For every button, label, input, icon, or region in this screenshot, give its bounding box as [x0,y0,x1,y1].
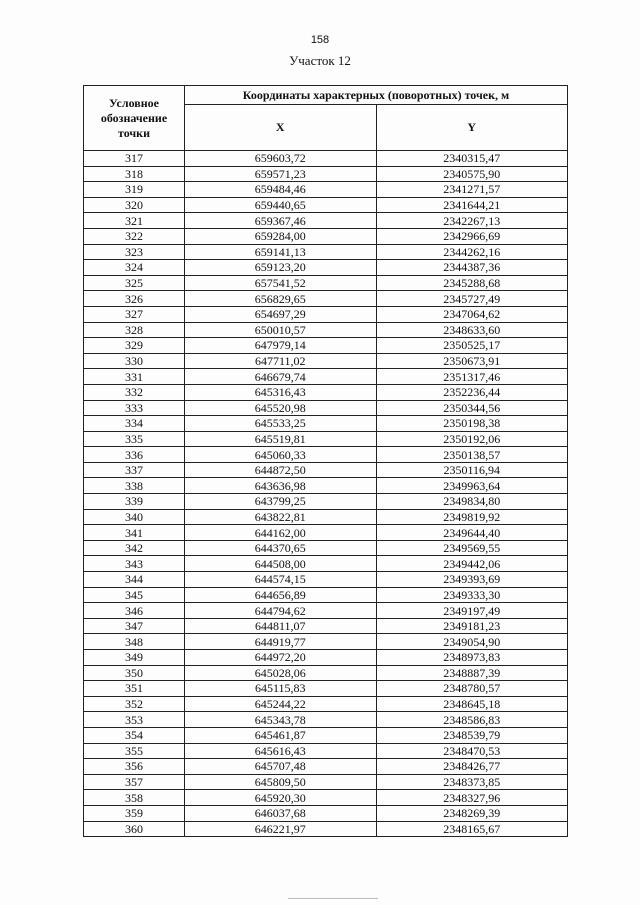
cell-y: 2342267,13 [376,213,568,229]
cell-y: 2350344,56 [376,400,568,416]
cell-y: 2348165,67 [376,821,568,837]
column-header-y: Y [376,104,568,150]
table-row [84,478,568,494]
cell-point-id: 325 [84,275,185,291]
cell-y: 2350198,38 [376,416,568,432]
table-row [84,322,568,338]
cell-y: 2348426,77 [376,759,568,775]
cell-y: 2344262,16 [376,244,568,260]
table-row [84,618,568,634]
cell-point-id: 354 [84,727,185,743]
table-row [84,696,568,712]
cell-x: 656829,65 [185,291,377,307]
cell-x: 645060,33 [185,447,377,463]
cell-x: 650010,57 [185,322,377,338]
cell-point-id: 332 [84,384,185,400]
cell-x: 645809,50 [185,774,377,790]
table-row [84,727,568,743]
cell-x: 657541,52 [185,275,377,291]
cell-y: 2348373,85 [376,774,568,790]
table-row [84,338,568,354]
cell-x: 659571,23 [185,166,377,182]
cell-x: 659284,00 [185,228,377,244]
cell-point-id: 334 [84,416,185,432]
cell-point-id: 359 [84,805,185,821]
table-row [84,151,568,167]
cell-point-id: 338 [84,478,185,494]
cell-y: 2348269,39 [376,805,568,821]
cell-y: 2350116,94 [376,462,568,478]
cell-x: 645316,43 [185,384,377,400]
cell-x: 646679,74 [185,369,377,385]
cell-y: 2349569,55 [376,540,568,556]
table-row [84,556,568,572]
cell-y: 2348586,83 [376,712,568,728]
cell-point-id: 346 [84,603,185,619]
cell-point-id: 352 [84,696,185,712]
cell-x: 645028,06 [185,665,377,681]
cell-x: 659141,13 [185,244,377,260]
cell-y: 2341271,57 [376,182,568,198]
table-row [84,774,568,790]
cell-x: 645616,43 [185,743,377,759]
cell-x: 644972,20 [185,650,377,666]
cell-point-id: 360 [84,821,185,837]
cell-x: 645461,87 [185,727,377,743]
cell-x: 644794,62 [185,603,377,619]
cell-y: 2348633,60 [376,322,568,338]
column-header-x: X [185,104,377,150]
cell-point-id: 340 [84,509,185,525]
table-row [84,166,568,182]
cell-y: 2348539,79 [376,727,568,743]
table-row [84,712,568,728]
cell-y: 2348327,96 [376,790,568,806]
table-row [84,650,568,666]
table-row [84,790,568,806]
table-row [84,260,568,276]
cell-point-id: 358 [84,790,185,806]
cell-y: 2340315,47 [376,151,568,167]
table-row [84,400,568,416]
cell-y: 2350673,91 [376,353,568,369]
cell-y: 2349054,90 [376,634,568,650]
cell-x: 644811,07 [185,618,377,634]
table-row [84,182,568,198]
cell-point-id: 323 [84,244,185,260]
cell-y: 2349393,69 [376,572,568,588]
cell-point-id: 356 [84,759,185,775]
cell-y: 2345727,49 [376,291,568,307]
cell-x: 645520,98 [185,400,377,416]
table-row [84,431,568,447]
cell-x: 645533,25 [185,416,377,432]
cell-x: 645707,48 [185,759,377,775]
cell-y: 2349442,06 [376,556,568,572]
table-row [84,213,568,229]
table-row [84,244,568,260]
cell-x: 654697,29 [185,306,377,322]
cell-point-id: 357 [84,774,185,790]
cell-y: 2340575,90 [376,166,568,182]
table-row [84,603,568,619]
cell-point-id: 320 [84,197,185,213]
cell-point-id: 336 [84,447,185,463]
cell-y: 2350138,57 [376,447,568,463]
cell-y: 2349819,92 [376,509,568,525]
cell-point-id: 331 [84,369,185,385]
cell-y: 2348973,83 [376,650,568,666]
cell-y: 2352236,44 [376,384,568,400]
table-row [84,509,568,525]
table-row [84,306,568,322]
table-row [84,572,568,588]
cell-y: 2348780,57 [376,681,568,697]
page-number: 158 [310,34,330,46]
cell-point-id: 327 [84,306,185,322]
cell-point-id: 319 [84,182,185,198]
table-row [84,494,568,510]
table-row [84,743,568,759]
table-row [84,228,568,244]
cell-x: 643636,98 [185,478,377,494]
cell-y: 2345288,68 [376,275,568,291]
cell-x: 644919,77 [185,634,377,650]
cell-point-id: 324 [84,260,185,276]
cell-y: 2347064,62 [376,306,568,322]
table-row [84,197,568,213]
cell-y: 2350192,06 [376,431,568,447]
cell-y: 2342966,69 [376,228,568,244]
cell-x: 643822,81 [185,509,377,525]
cell-x: 659603,72 [185,151,377,167]
cell-point-id: 317 [84,151,185,167]
cell-x: 647711,02 [185,353,377,369]
cell-x: 659440,65 [185,197,377,213]
cell-x: 645343,78 [185,712,377,728]
cell-x: 644370,65 [185,540,377,556]
cell-y: 2351317,46 [376,369,568,385]
cell-x: 659123,20 [185,260,377,276]
table-row [84,759,568,775]
cell-x: 643799,25 [185,494,377,510]
cell-point-id: 347 [84,618,185,634]
cell-point-id: 341 [84,525,185,541]
column-group-header-coordinates: Координаты характерных (поворотных) точек, м [185,86,568,105]
table-row [84,587,568,603]
cell-y: 2348470,53 [376,743,568,759]
cell-point-id: 349 [84,650,185,666]
cell-y: 2349963,64 [376,478,568,494]
cell-point-id: 318 [84,166,185,182]
table-row [84,462,568,478]
column-header-point-id: Условное обозначение точки [84,86,185,151]
table-row [84,665,568,681]
cell-x: 645115,83 [185,681,377,697]
cell-point-id: 355 [84,743,185,759]
cell-x: 644162,00 [185,525,377,541]
cell-y: 2350525,17 [376,338,568,354]
cell-y: 2349181,23 [376,618,568,634]
table-row [84,525,568,541]
scan-edge-line [288,898,378,899]
cell-x: 646221,97 [185,821,377,837]
cell-x: 659367,46 [185,213,377,229]
cell-point-id: 344 [84,572,185,588]
table-body [84,151,568,837]
cell-y: 2341644,21 [376,197,568,213]
cell-x: 644508,00 [185,556,377,572]
section-title: Участок 12 [289,53,351,68]
cell-y: 2348887,39 [376,665,568,681]
cell-x: 644656,89 [185,587,377,603]
table-row [84,681,568,697]
cell-point-id: 321 [84,213,185,229]
cell-point-id: 330 [84,353,185,369]
cell-y: 2349644,40 [376,525,568,541]
table-row [84,447,568,463]
coordinates-table [83,85,568,837]
cell-x: 646037,68 [185,805,377,821]
table-row [84,353,568,369]
cell-point-id: 339 [84,494,185,510]
cell-point-id: 337 [84,462,185,478]
cell-x: 645519,81 [185,431,377,447]
table-row [84,291,568,307]
table-row [84,821,568,837]
cell-y: 2349197,49 [376,603,568,619]
cell-point-id: 335 [84,431,185,447]
table-row [84,805,568,821]
cell-point-id: 329 [84,338,185,354]
cell-point-id: 353 [84,712,185,728]
cell-point-id: 351 [84,681,185,697]
cell-y: 2348645,18 [376,696,568,712]
cell-x: 644574,15 [185,572,377,588]
table-row [84,416,568,432]
cell-x: 644872,50 [185,462,377,478]
cell-x: 645244,22 [185,696,377,712]
cell-x: 645920,30 [185,790,377,806]
cell-x: 659484,46 [185,182,377,198]
cell-point-id: 322 [84,228,185,244]
cell-point-id: 350 [84,665,185,681]
cell-point-id: 342 [84,540,185,556]
cell-y: 2349333,30 [376,587,568,603]
cell-point-id: 333 [84,400,185,416]
cell-y: 2344387,36 [376,260,568,276]
cell-point-id: 328 [84,322,185,338]
table-row [84,634,568,650]
cell-y: 2349834,80 [376,494,568,510]
table-row [84,275,568,291]
table-row [84,384,568,400]
cell-x: 647979,14 [185,338,377,354]
cell-point-id: 348 [84,634,185,650]
cell-point-id: 345 [84,587,185,603]
cell-point-id: 343 [84,556,185,572]
table-row [84,540,568,556]
cell-point-id: 326 [84,291,185,307]
table-row [84,369,568,385]
